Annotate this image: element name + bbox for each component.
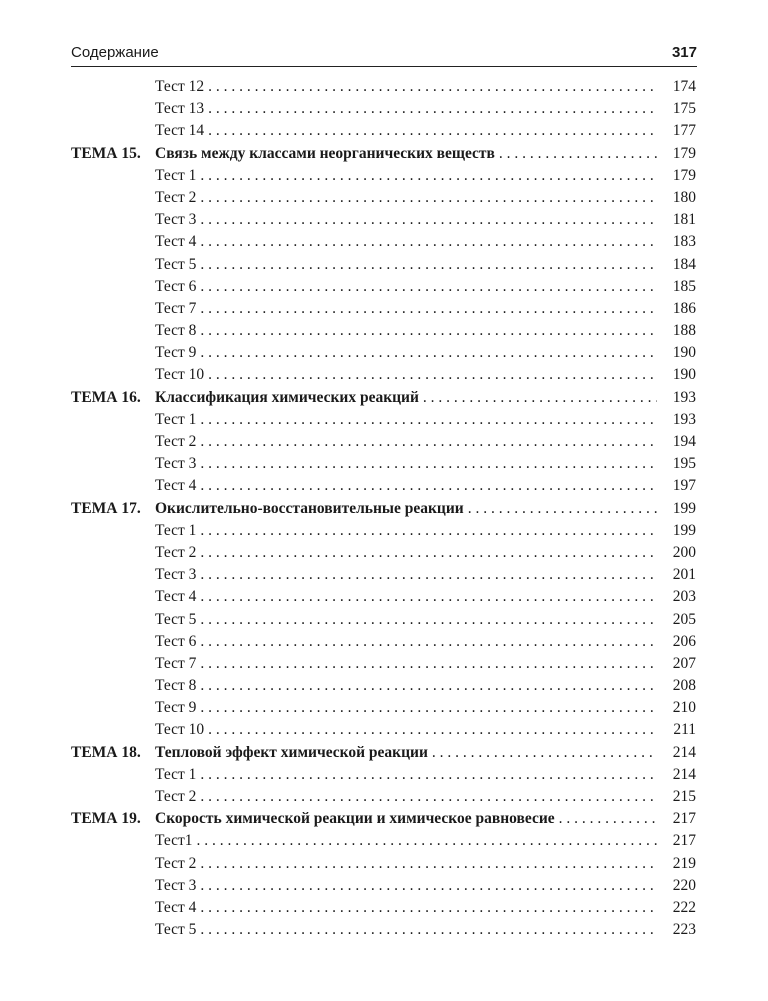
dot-leader (200, 475, 657, 497)
toc-test-entry[interactable] (71, 897, 696, 919)
toc-page-number: 190 (672, 344, 696, 362)
dot-leader (200, 653, 657, 675)
dot-leader (208, 98, 657, 120)
toc-topic-entry[interactable] (71, 498, 696, 520)
test-title: Тест 4 (155, 588, 197, 606)
test-title: Тест 7 (155, 654, 197, 672)
dot-leader (200, 298, 657, 320)
dot-leader (200, 631, 657, 653)
toc-test-entry[interactable] (71, 165, 696, 187)
dot-leader (200, 853, 657, 875)
dot-leader (200, 675, 657, 697)
toc-page-number: 190 (672, 366, 696, 384)
toc-test-entry[interactable] (71, 475, 696, 497)
toc-entry-label-group (71, 209, 196, 231)
toc-entry-label-group (71, 276, 196, 298)
toc-entry-label-group (71, 919, 196, 941)
toc-entry-label-group (71, 342, 196, 364)
test-title: Тест 12 (155, 78, 205, 95)
dot-leader (200, 875, 657, 897)
topic-title: Классификация химических реакций (155, 388, 419, 406)
toc-entry-label-group (71, 675, 196, 697)
dot-leader (499, 143, 657, 165)
dot-leader (200, 187, 657, 209)
dot-leader (200, 431, 657, 453)
toc-page-number: 194 (672, 433, 696, 450)
toc-entry-label-group (71, 231, 196, 253)
toc-page-number: 205 (672, 610, 696, 628)
toc-page-number: 193 (672, 388, 696, 406)
toc-test-entry[interactable] (71, 786, 696, 808)
toc-entry-label-group (71, 475, 196, 497)
test-title: Тест 6 (155, 632, 197, 650)
dot-leader (200, 564, 657, 586)
toc-test-entry[interactable] (71, 431, 696, 453)
toc-entry-label-group (71, 653, 196, 675)
dot-leader (200, 609, 657, 631)
toc-page-number: 220 (672, 876, 696, 894)
toc-page-number: 219 (672, 854, 696, 872)
dot-leader (208, 719, 657, 741)
topic-title: Тепловой эффект химической реакции (155, 743, 428, 761)
toc-page-number: 214 (672, 743, 696, 761)
toc-entry-label-group (71, 76, 204, 98)
toc-page-number: 208 (672, 677, 696, 695)
toc-page-number: 186 (672, 299, 696, 317)
toc-page-number: 199 (672, 521, 696, 539)
toc-test-entry[interactable] (71, 320, 696, 342)
dot-leader (208, 364, 657, 386)
test-title: Тест 2 (155, 433, 197, 450)
toc-page-number: 180 (672, 188, 696, 206)
toc-test-entry[interactable] (71, 453, 696, 475)
toc-test-entry[interactable] (71, 875, 696, 897)
test-title: Тест 4 (155, 477, 197, 495)
toc-page-number: 197 (672, 477, 696, 495)
toc-entry-label-group (71, 631, 196, 653)
toc-test-entry[interactable] (71, 697, 696, 719)
dot-leader (200, 542, 657, 564)
test-title: Тест 5 (155, 610, 197, 628)
toc-page-number: 175 (672, 100, 696, 118)
test-title: Тест 1 (155, 521, 197, 539)
dot-leader (200, 697, 657, 719)
test-title: Тест 10 (155, 366, 205, 384)
dot-leader (200, 320, 657, 342)
toc-page-number: 210 (672, 699, 696, 717)
toc-test-entry[interactable] (71, 76, 696, 98)
toc-entry-label-group (71, 254, 196, 276)
topic-number: ТЕМА 19. (71, 810, 141, 828)
dot-leader (200, 231, 657, 253)
dot-leader (200, 409, 657, 431)
toc-test-entry[interactable] (71, 564, 696, 586)
dot-leader (200, 786, 657, 808)
topic-number: ТЕМА 16. (71, 388, 141, 406)
toc-test-entry[interactable] (71, 231, 696, 253)
toc-topic-entry[interactable] (71, 742, 696, 764)
toc-test-entry[interactable] (71, 653, 696, 675)
toc-entry-label-group (71, 143, 495, 165)
toc-topic-entry[interactable] (71, 143, 696, 165)
test-title: Тест 1 (155, 410, 197, 428)
toc-page-number: 185 (672, 277, 696, 295)
test-title: Тест 8 (155, 322, 197, 340)
toc-entry-label-group (71, 542, 196, 564)
topic-title: Скорость химической реакции и химическое равновесие (155, 810, 555, 828)
test-title: Тест 4 (155, 233, 197, 251)
toc-entry-label-group (71, 875, 196, 897)
toc-entry-label-group (71, 498, 464, 520)
toc-entry-label-group (71, 98, 204, 120)
toc-page-number: 177 (672, 122, 696, 140)
toc-entry-label-group (71, 742, 428, 764)
toc-page-number: 200 (672, 543, 696, 561)
toc-entry-label-group (71, 120, 204, 142)
toc-page-number: 181 (672, 211, 696, 229)
dot-leader (200, 342, 657, 364)
test-title: Тест 9 (155, 699, 197, 717)
test-title: Тест 3 (155, 211, 197, 229)
dot-leader (208, 120, 657, 142)
toc-entry-label-group (71, 697, 196, 719)
toc-entry-label-group (71, 897, 196, 919)
toc-entry-label-group (71, 719, 204, 741)
test-title: Тест 8 (155, 677, 197, 695)
toc-test-entry[interactable] (71, 542, 696, 564)
dot-leader (200, 520, 657, 542)
running-head (71, 40, 697, 67)
test-title: Тест 13 (155, 100, 205, 118)
toc-entry-label-group (71, 431, 196, 453)
toc-entry-label-group (71, 364, 204, 386)
dot-leader (197, 830, 657, 852)
toc-test-entry[interactable] (71, 298, 696, 320)
dot-leader (200, 586, 657, 608)
toc-page-number: 203 (672, 588, 696, 606)
toc-page-number: 217 (672, 832, 696, 850)
dot-leader (200, 764, 657, 786)
toc-entry-label-group (71, 187, 196, 209)
toc-entry-label-group (71, 453, 196, 475)
toc-entry-label-group (71, 165, 196, 187)
toc-test-entry[interactable] (71, 675, 696, 697)
toc-entry-label-group (71, 387, 419, 409)
toc-test-entry[interactable] (71, 364, 696, 386)
test-title: Тест 9 (155, 344, 197, 362)
toc-entry-label-group (71, 764, 196, 786)
toc-test-entry[interactable] (71, 719, 696, 741)
dot-leader (432, 742, 657, 764)
dot-leader (200, 209, 657, 231)
toc-entry-label-group (71, 586, 196, 608)
toc-test-entry[interactable] (71, 586, 696, 608)
toc-page-number: 211 (673, 721, 696, 739)
test-title: Тест 3 (155, 566, 197, 584)
toc-entry-label-group (71, 320, 196, 342)
toc-page-number: 217 (672, 810, 696, 828)
toc-page-number: 214 (672, 765, 696, 783)
toc-page-number: 179 (672, 144, 696, 162)
toc-topic-entry[interactable] (71, 808, 696, 830)
toc-topic-entry[interactable] (71, 387, 696, 409)
toc-test-entry[interactable] (71, 609, 696, 631)
toc-test-entry[interactable] (71, 254, 696, 276)
dot-leader (468, 498, 657, 520)
toc-page-number: 174 (672, 78, 696, 95)
dot-leader (200, 276, 657, 298)
toc-page-number: 179 (672, 166, 696, 184)
toc-page-number: 206 (672, 632, 696, 650)
toc-page-number: 223 (672, 921, 696, 939)
test-title: Тест 2 (155, 788, 197, 805)
toc-page-number: 215 (672, 788, 696, 805)
dot-leader (200, 165, 657, 187)
topic-number: ТЕМА 15. (71, 144, 141, 162)
toc-entry-label-group (71, 853, 196, 875)
toc-test-entry[interactable] (71, 209, 696, 231)
toc-page-number: 201 (672, 566, 696, 584)
dot-leader (208, 76, 657, 98)
test-title: Тест 2 (155, 188, 197, 206)
toc-entry-label-group (71, 298, 196, 320)
toc-page-number: 183 (672, 233, 696, 251)
toc-entry-label-group (71, 830, 193, 852)
dot-leader (559, 808, 657, 830)
toc-test-entry[interactable] (71, 520, 696, 542)
toc-test-entry[interactable] (71, 631, 696, 653)
test-title: Тест 10 (155, 721, 205, 739)
toc-entry-label-group (71, 520, 196, 542)
toc-test-entry[interactable] (71, 98, 696, 120)
dot-leader (200, 897, 657, 919)
toc-entry-label-group (71, 409, 196, 431)
toc-test-entry[interactable] (71, 187, 696, 209)
test-title: Тест 5 (155, 921, 197, 939)
topic-number: ТЕМА 18. (71, 743, 141, 761)
toc-test-entry[interactable] (71, 409, 696, 431)
test-title: Тест 1 (155, 765, 197, 783)
test-title: Тест 1 (155, 166, 197, 184)
toc-page-number: 222 (672, 898, 696, 916)
dot-leader (200, 453, 657, 475)
dot-leader (200, 919, 657, 941)
dot-leader (200, 254, 657, 276)
test-title: Тест 2 (155, 854, 197, 872)
toc-entry-label-group (71, 564, 196, 586)
topic-title: Связь между классами неорганических веществ (155, 144, 495, 162)
toc-test-entry[interactable] (71, 764, 696, 786)
test-title: Тест 3 (155, 455, 197, 473)
dot-leader (423, 387, 657, 409)
toc-test-entry[interactable] (71, 830, 696, 852)
toc-page-number: 193 (672, 410, 696, 428)
page-number: 317 (671, 44, 697, 61)
test-title: Тест 4 (155, 898, 197, 916)
toc-test-entry[interactable] (71, 276, 696, 298)
test-title: Тест 5 (155, 255, 197, 273)
toc-page-number: 184 (672, 255, 696, 273)
toc-entry-label-group (71, 609, 196, 631)
toc-test-entry[interactable] (71, 342, 696, 364)
test-title: Тест1 (155, 832, 193, 850)
toc-test-entry[interactable] (71, 120, 696, 142)
toc-page-number: 188 (672, 322, 696, 340)
toc-page-number: 207 (672, 654, 696, 672)
toc-entry-label-group (71, 786, 196, 808)
toc-page-number: 195 (672, 455, 696, 473)
toc-page-number: 199 (672, 499, 696, 517)
section-name: Содержание (71, 44, 159, 61)
test-title: Тест 7 (155, 299, 197, 317)
test-title: Тест 14 (155, 122, 205, 140)
toc-entry-label-group (71, 808, 555, 830)
topic-title: Окислительно-восстановительные реакции (155, 499, 464, 517)
test-title: Тест 3 (155, 876, 197, 894)
topic-number: ТЕМА 17. (71, 499, 141, 517)
test-title: Тест 6 (155, 277, 197, 295)
table-of-contents (71, 76, 696, 941)
toc-test-entry[interactable] (71, 853, 696, 875)
test-title: Тест 2 (155, 543, 197, 561)
toc-test-entry[interactable] (71, 919, 696, 941)
